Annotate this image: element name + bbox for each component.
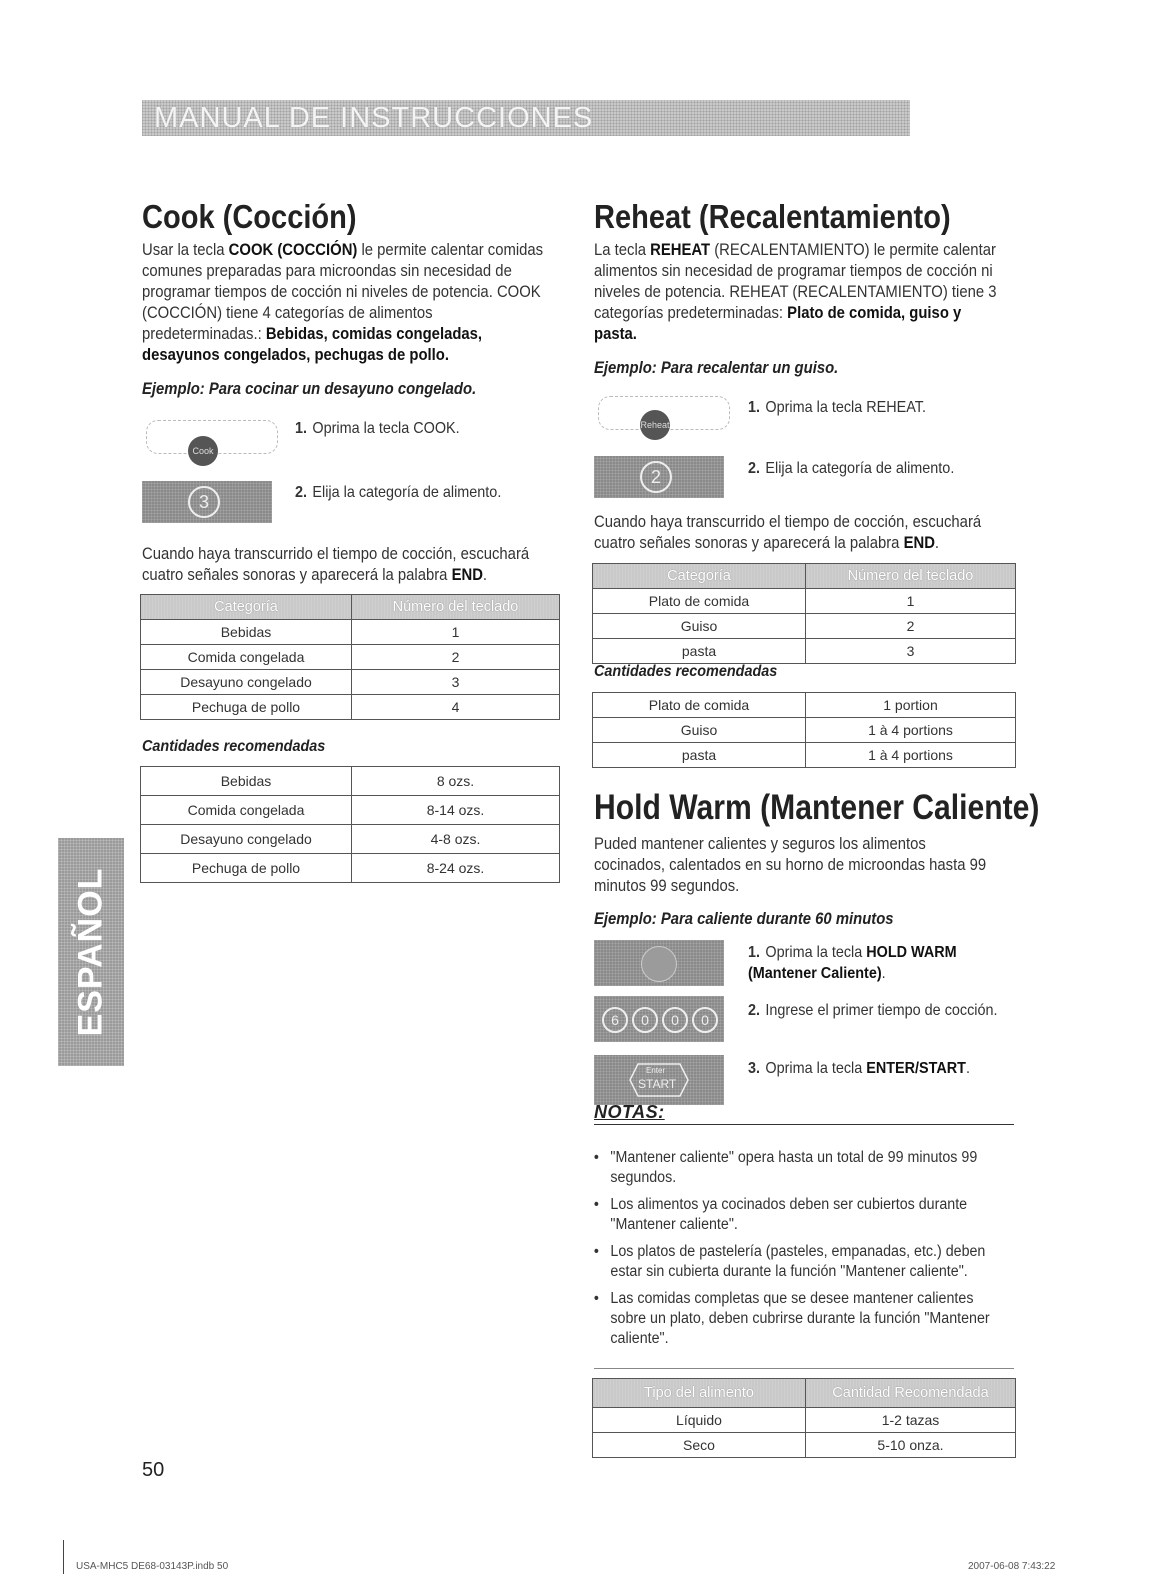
- table-row: Líquido 1-2 tazas: [593, 1408, 1016, 1433]
- table-header: Categoría: [593, 564, 806, 589]
- hold-warm-keypad: [594, 940, 724, 986]
- table-header: Número del teclado: [806, 564, 1016, 589]
- cook-button-icon: Cook: [188, 436, 218, 466]
- table-row: Plato de comida 1: [593, 589, 1016, 614]
- side-tab-label: ESPAÑOL: [71, 867, 110, 1037]
- table-row: Bebidas 8 ozs.: [141, 767, 560, 796]
- cook-digit-keypad: [142, 481, 272, 523]
- table-header: Número del teclado: [352, 595, 560, 620]
- language-side-tab: [58, 838, 124, 1066]
- hold-warm-step-1: 1. Oprima la tecla HOLD WARM (Mantener Caliente).: [748, 944, 957, 982]
- crop-mark: [63, 1540, 64, 1574]
- digit-2-icon: 2: [640, 461, 672, 493]
- reheat-example: Ejemplo: Para recalentar un guiso.: [594, 359, 839, 377]
- hold-warm-step-2: 2. Ingrese el primer tiempo de cocción.: [748, 1002, 998, 1019]
- reheat-step-2: 2. Elija la categoría de alimento.: [748, 460, 955, 477]
- cook-step-2: 2. Elija la categoría de alimento.: [295, 484, 502, 501]
- footer-file-info: USA-MHC5 DE68-03143P.indb 50: [76, 1561, 229, 1572]
- table-row: Desayuno congelado 4-8 ozs.: [141, 825, 560, 854]
- hold-warm-intro: Puded mantener calientes y seguros los alimentos cocinados, calentados en su horno de microondas hasta 99 minutos 99 segundos.: [594, 835, 987, 895]
- enter-start-keypad: [594, 1055, 724, 1105]
- cook-end-text: Cuando haya transcurrido el tiempo de cocción, escuchará cuatro señales sonoras y aparecerá la palabra END.: [142, 545, 530, 584]
- table-row: Pechuga de pollo 4: [141, 695, 560, 720]
- list-item: • "Mantener caliente" opera hasta un total de 99 minutos 99 segundos.: [592, 1148, 997, 1188]
- cook-quantities-subtitle: Cantidades recomendadas: [142, 738, 326, 755]
- table-row: Comida congelada 8-14 ozs.: [141, 796, 560, 825]
- hold-warm-example: Ejemplo: Para caliente durante 60 minutos: [594, 910, 894, 928]
- table-row: Desayuno congelado 3: [141, 670, 560, 695]
- table-header: Tipo del alimento: [593, 1379, 806, 1408]
- digit-0-icon: 0: [662, 1007, 688, 1033]
- food-type-table: [592, 1378, 1016, 1458]
- notes-divider: [594, 1124, 1014, 1125]
- table-row: pasta 1 à 4 portions: [593, 743, 1016, 768]
- table-header: Cantidad Recomendada: [806, 1379, 1016, 1408]
- time-digits-keypad: [594, 996, 724, 1042]
- table-row: Seco 5-10 onza.: [593, 1433, 1016, 1458]
- reheat-step-1: 1. Oprima la tecla REHEAT.: [748, 399, 926, 416]
- start-label: START: [638, 1077, 677, 1091]
- cook-category-table: [140, 594, 560, 720]
- reheat-title: Reheat (Recalentamiento): [594, 198, 951, 235]
- cook-example: Ejemplo: Para cocinar un desayuno congelado.: [142, 380, 477, 398]
- reheat-category-table: [592, 563, 1016, 664]
- header-banner: [142, 100, 910, 136]
- table-row: Guiso 1 à 4 portions: [593, 718, 1016, 743]
- list-item: • Las comidas completas que se desee mantener calientes sobre un plato, deben cubrirse durante la función "Mantener caliente".: [592, 1289, 997, 1349]
- digit-3-icon: 3: [188, 486, 220, 518]
- reheat-quantities-table: [592, 692, 1016, 768]
- list-item: • Los alimentos ya cocinados deben ser cubiertos durante "Mantener caliente".: [592, 1195, 997, 1235]
- cook-key-graphic: [142, 408, 282, 468]
- digit-0-icon: 0: [692, 1007, 718, 1033]
- digit-0-icon: 0: [632, 1007, 658, 1033]
- reheat-intro: La tecla REHEAT (RECALENTAMIENTO) le permite calentar alimentos sin necesidad de programar tiempos de cocción ni niveles de potencia. REHEAT (RECALENTAMIENTO) tiene 3 categorías predeterminadas: Plato de comida, guiso y pasta.: [594, 241, 997, 343]
- cook-quantities-table: [140, 766, 560, 883]
- page-number: 50: [142, 1459, 165, 1481]
- hold-warm-step-3: 3. Oprima la tecla ENTER/START.: [748, 1060, 970, 1077]
- enter-label: Enter: [646, 1066, 666, 1075]
- reheat-quantities-subtitle: Cantidades recomendadas: [594, 663, 778, 680]
- footer-timestamp: 2007-06-08 7:43:22: [968, 1561, 1056, 1572]
- notes-title: NOTAS:: [594, 1102, 665, 1122]
- banner-title: MANUAL DE INSTRUCCIONES: [154, 102, 594, 134]
- notes-list: [592, 1148, 997, 1356]
- table-row: pasta 3: [593, 639, 1016, 664]
- table-row: Pechuga de pollo 8-24 ozs.: [141, 854, 560, 883]
- notes-bottom-divider: [594, 1368, 1014, 1369]
- hold-warm-button-icon: [641, 946, 677, 982]
- table-row: Bebidas 1: [141, 620, 560, 645]
- cook-step-1: 1. Oprima la tecla COOK.: [295, 420, 460, 437]
- table-row: Comida congelada 2: [141, 645, 560, 670]
- table-header: Categoría: [141, 595, 352, 620]
- digit-6-icon: 6: [602, 1007, 628, 1033]
- table-row: Plato de comida 1 portion: [593, 693, 1016, 718]
- cook-title: Cook (Cocción): [142, 198, 357, 235]
- reheat-button-icon: Reheat: [640, 410, 670, 440]
- list-item: • Los platos de pastelería (pasteles, empanadas, etc.) deben estar sin cubierta durante la función "Mantener caliente".: [592, 1242, 997, 1282]
- hold-warm-title: Hold Warm (Mantener Caliente): [594, 788, 1040, 827]
- cook-intro: Usar la tecla COOK (COCCIÓN) le permite calentar comidas comunes preparadas para microondas sin necesidad de programar tiempos de cocción ni niveles de potencia. COOK (COCCIÓN) tiene 4 categorías de alimentos predeterminadas.: Bebidas, comidas congeladas, desayunos congelados, pechugas de pollo.: [142, 241, 544, 364]
- reheat-key-graphic: [594, 388, 734, 448]
- reheat-digit-keypad: [594, 456, 724, 498]
- reheat-end-text: Cuando haya transcurrido el tiempo de cocción, escuchará cuatro señales sonoras y aparecerá la palabra END.: [594, 513, 982, 552]
- table-row: Guiso 2: [593, 614, 1016, 639]
